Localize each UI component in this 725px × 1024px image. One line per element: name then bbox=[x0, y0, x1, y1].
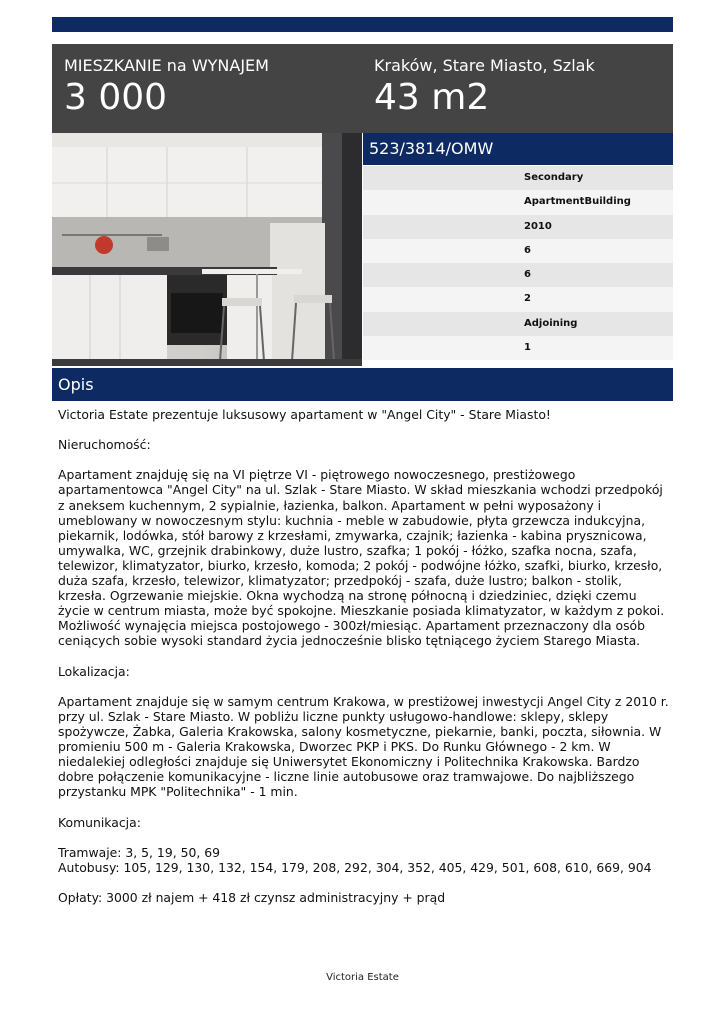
listing-price: 3 000 bbox=[64, 77, 168, 118]
description-intro: Victoria Estate prezentuje luksusowy apartament w "Angel City" - Stare Miasto! bbox=[58, 407, 551, 422]
detail-row-bathrooms: 1 bbox=[363, 336, 673, 360]
detail-row-market: Secondary bbox=[363, 166, 673, 190]
footer-agency: Victoria Estate bbox=[326, 972, 399, 983]
details-table bbox=[363, 166, 673, 360]
section-title: Opis bbox=[52, 368, 673, 401]
property-heading: Nieruchomość: bbox=[58, 437, 151, 453]
listing-type: MIESZKANIE na WYNAJEM bbox=[64, 56, 269, 75]
description bbox=[58, 407, 670, 905]
detail-row-year: 2010 bbox=[363, 215, 673, 239]
detail-row-floor: 6 bbox=[363, 239, 673, 263]
trams-line: Tramwaje: 3, 5, 19, 50, 69 bbox=[58, 844, 220, 860]
property-text: Apartament znajduję się na VI piętrze VI - piętrowego nowoczesnego, prestiżowego apartamentowca "Angel City" na ul. Szlak - Stare Miasto. W skład mieszkania wchodzi przedpokój z aneksem kuchennym, 2 sypialnie, łazienka, balkon. Apartament w pełni wyposażony i umeblowany w nowoczesnym stylu: kuchnia - meble w zabudowie, płyta grzewcza indukcyjna, piekarnik, lodówka, stół barowy z krzesłami, zmywarka, czajnik; łazienka - kabina prysznicowa, umywalka, WC, grzejnik drabinkowy, duże lustro, szafka; 1 pokój - łóżko, szafka nocna, szafa, telewizor, klimatyzator, biurko, krzesło, komoda; 2 pokój - podwójne łóżko, szafki, biurko, krzesło, duża szafa, krzesło, telewizor, klimatyzator; przedpokój - szafa, duże lustro; balkon - stolik, krzesła. Ogrzewanie miejskie. Okna wychodzą na stronę północną i dziedziniec, dzięki czemu życie w centrum miasta, może być spokojne. Mieszkanie posiada klimatyzator, w każdym z pokoi. Możliwość wynajęcia miejsca postojowego - 300zł/miesiąc. Apartament przeznaczony dla osób ceniących sobie wysoki standard życia jednocześnie blisko tętniącego życiem Starego Miasta. bbox=[58, 467, 665, 649]
detail-row-rooms: 2 bbox=[363, 287, 673, 311]
kitchen-photo bbox=[52, 133, 362, 366]
top-accent-bar bbox=[52, 17, 673, 32]
location-text: Apartament znajduje się w samym centrum Krakowa, w prestiżowej inwestycji Angel City z 2010 r. przy ul. Szlak - Stare Miasto. W pobliżu liczne punkty usługowo-handlowe: sklepy, sklepy spożywcze, Żabka, Galeria Krakowska, salony kosmetyczne, piekarnie, banki, poczta, siłownia. W promieniu 500 m - Galeria Krakowska, Dworzec PKP i PKS. Do Runku Głównego - 2 km. W niedalekiej odległości znajduje się Uniwersytet Ekonomiczny i Politechnika Krakowska. Bardzo dobre połączenie komunikacyjne - liczne linie autobusowe oraz tramwajowe. Do najbliższego przystanku MPK "Politechnika" - 1 min. bbox=[58, 693, 669, 800]
listing-area: 43 m2 bbox=[374, 77, 490, 118]
transport-heading: Komunikacja: bbox=[58, 814, 141, 830]
detail-row-kitchen: Adjoining bbox=[363, 312, 673, 336]
location-heading: Lokalizacja: bbox=[58, 663, 130, 679]
listing-location: Kraków, Stare Miasto, Szlak bbox=[374, 56, 595, 75]
listing-header bbox=[52, 44, 673, 133]
detail-row-building-type: ApartmentBuilding bbox=[363, 190, 673, 214]
listing-reference: 523/3814/OMW bbox=[363, 133, 673, 165]
buses-line: Autobusy: 105, 129, 130, 132, 154, 179, 208, 292, 304, 352, 405, 429, 501, 608, 610, 669, 904 bbox=[58, 859, 652, 875]
fees-line: Opłaty: 3000 zł najem + 418 zł czynsz administracyjny + prąd bbox=[58, 890, 446, 905]
detail-row-floors-total: 6 bbox=[363, 263, 673, 287]
